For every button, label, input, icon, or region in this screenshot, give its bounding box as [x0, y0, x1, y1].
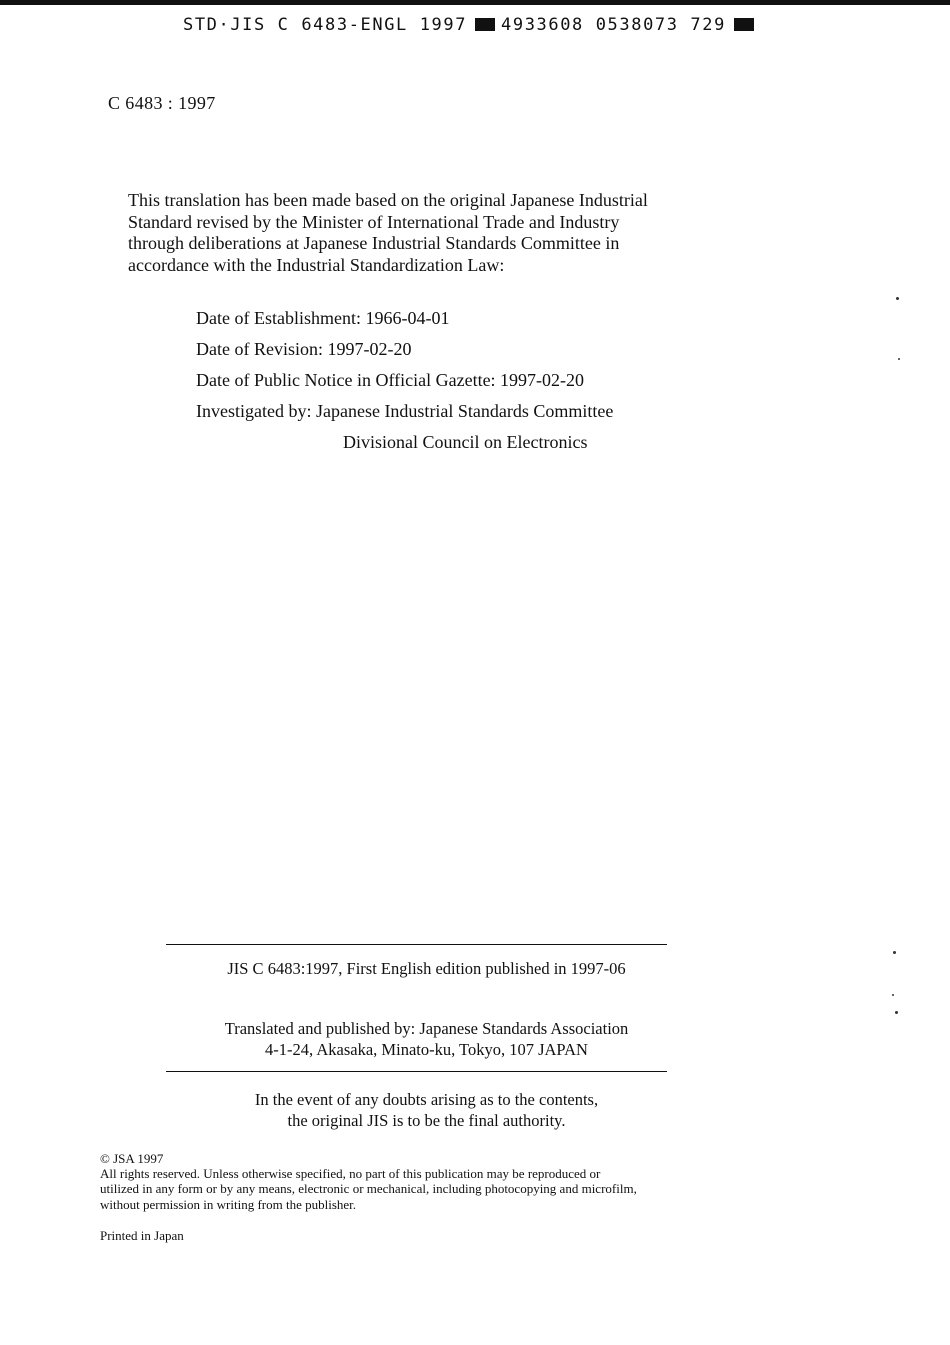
scan-speck [898, 358, 900, 360]
date-of-establishment: Date of Establishment: 1966-04-01 [196, 308, 450, 328]
rights-notice-line: All rights reserved. Unless otherwise specified, no part of this publication may be reproduced or [100, 1166, 601, 1182]
date-of-revision: Date of Revision: 1997-02-20 [196, 339, 412, 359]
scan-speck [892, 994, 894, 996]
investigating-council: Divisional Council on Electronics [343, 432, 588, 452]
copyright-mark: © JSA 1997 [100, 1151, 164, 1166]
scan-speck [895, 1011, 898, 1014]
black-block-mark-end [734, 18, 754, 31]
translation-intro-paragraph [128, 190, 748, 276]
header-code-standard: STD·JIS C 6483-ENGL 1997 [183, 15, 468, 35]
scan-speck [896, 297, 899, 300]
document-header-code [183, 14, 760, 36]
copyright-block [100, 1151, 637, 1212]
authority-note [166, 1089, 687, 1131]
header-code-serial: 4933608 0538073 729 [501, 15, 726, 35]
intro-line: This translation has been made based on the original Japanese Industrial [128, 190, 648, 210]
intro-line: Standard revised by the Minister of International Trade and Industry [128, 211, 620, 232]
intro-line: through deliberations at Japanese Industrial Standards Committee in [128, 233, 620, 253]
authority-line: In the event of any doubts arising as to the contents, [254, 1090, 599, 1109]
black-block-mark [475, 18, 495, 31]
publisher-line: Translated and published by: Japanese Standards Association [224, 1019, 629, 1038]
publisher-block [166, 1018, 687, 1060]
printed-in-note: Printed in Japan [100, 1228, 184, 1243]
standard-dates-block [196, 303, 613, 458]
rights-notice-line: without permission in writing from the publisher. [100, 1196, 357, 1212]
intro-line: accordance with the Industrial Standardization Law: [128, 254, 505, 275]
investigated-by: Investigated by: Japanese Industrial Standards Committee [196, 401, 614, 421]
publisher-bottom-rule [166, 1071, 667, 1072]
publisher-address: 4-1-24, Akasaka, Minato-ku, Tokyo, 107 JAPAN [265, 1040, 588, 1059]
scan-speck [893, 951, 896, 954]
authority-line: the original JIS is to be the final authority. [287, 1111, 566, 1130]
document-number: C 6483 : 1997 [108, 93, 216, 113]
rights-notice-line: utilized in any form or by any means, electronic or mechanical, including photocopying and microfilm, [100, 1181, 637, 1197]
top-border-rule [0, 0, 950, 5]
edition-line: JIS C 6483:1997, First English edition published in 1997-06 [227, 959, 626, 978]
edition-top-rule [166, 944, 667, 945]
date-of-public-notice: Date of Public Notice in Official Gazette: 1997-02-20 [196, 370, 585, 390]
